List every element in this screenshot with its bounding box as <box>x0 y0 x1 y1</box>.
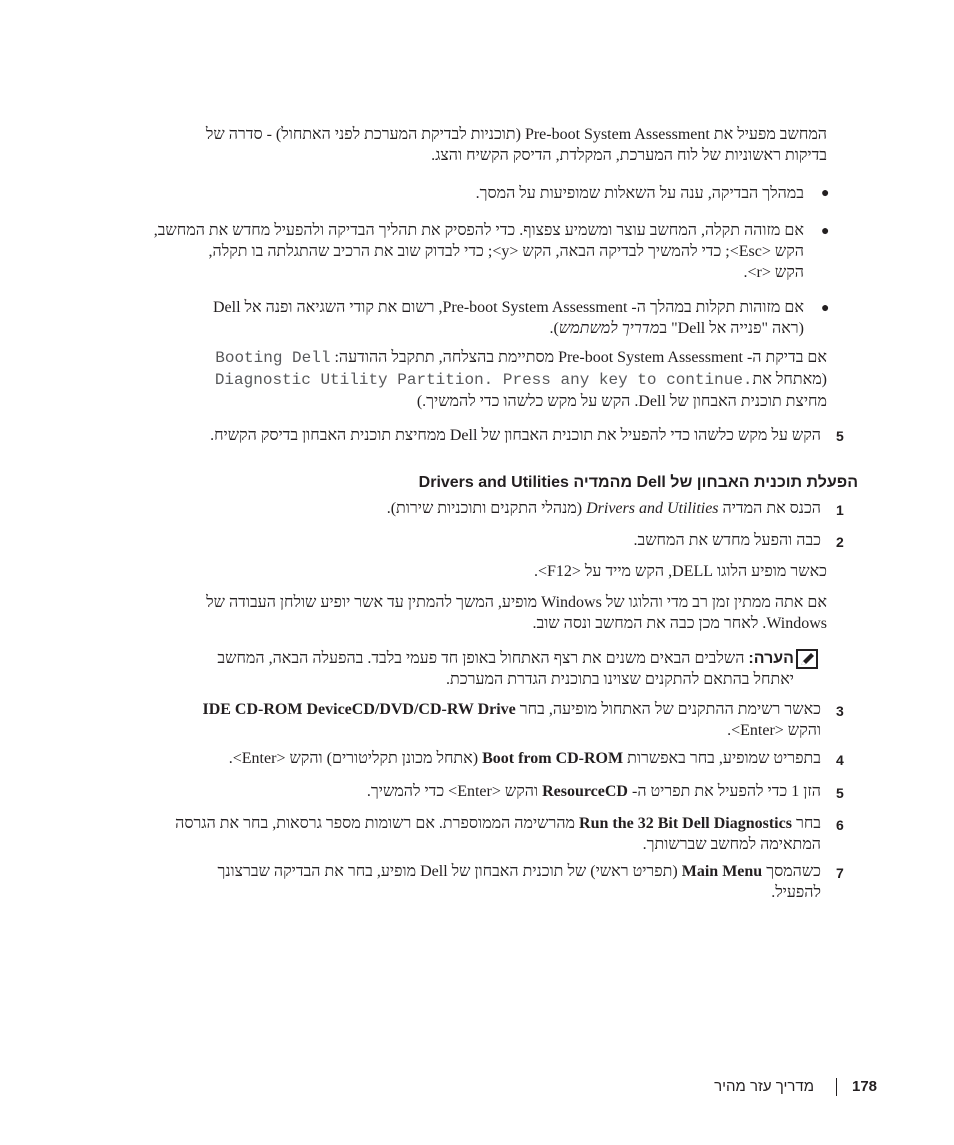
step-7-line-2: להפעיל. <box>771 884 821 901</box>
step-6-line-2: המתאימה למחשב שברשותך. <box>642 836 821 853</box>
main-menu-label: Main Menu <box>681 863 763 880</box>
note-label: הערה: <box>748 650 794 667</box>
step-number: 4 <box>836 752 844 768</box>
drivers-utilities-media: Drivers and Utilities <box>586 500 719 517</box>
bullet-item-2 <box>114 220 804 283</box>
bullet-3-line-2 <box>114 318 804 339</box>
step-4 <box>121 748 821 769</box>
step-5-text: הקש על מקש כלשהו כדי להפעיל את תוכנית האבחון של Dell ממחיצת תוכנית האבחון בדיסק הקשיח. <box>210 427 821 444</box>
step-1-c: (מנהלי התקנים ותוכניות שירות). <box>386 500 587 517</box>
intro-paragraph <box>107 124 827 166</box>
step-5 <box>121 781 821 802</box>
step-2-text: כבה והפעל מחדש את המחשב. <box>633 532 821 549</box>
note-pencil-icon <box>795 648 819 670</box>
step-1-text <box>121 498 821 519</box>
ide-cdrom-option: IDE CD-ROM DeviceCD/DVD/CD-RW Drive <box>202 701 516 718</box>
bullet-item-1 <box>124 183 804 204</box>
step-number: 1 <box>836 502 844 518</box>
note-line-1 <box>114 648 794 669</box>
windows-wait-line-2: Windows. לאחר מכן כבה את המחשב ונסה שוב. <box>532 615 827 632</box>
user-guide-title: מדריך למשתמש <box>558 320 660 337</box>
step-number: 2 <box>836 534 844 550</box>
step-4-c: (אתחל מכונן תקליטורים) והקש <Enter>. <box>228 750 483 767</box>
step-2-paragraph-2 <box>107 592 827 634</box>
step-1 <box>121 498 821 519</box>
bullet-3-line-2-c: ). <box>549 320 559 337</box>
step-2 <box>121 530 821 551</box>
step-5-resource-text <box>121 781 821 802</box>
success-line-1 <box>107 347 827 369</box>
step-number: 6 <box>836 817 844 833</box>
step-4-a: בתפריט שמופיע, בחר באפשרות <box>623 750 821 767</box>
windows-wait-line-1: אם אתה ממתין זמן רב מדי והלוגו של Windows מופיע, המשך להמתין עד אשר יופיע שולחן העבודה של <box>206 594 827 611</box>
step-6-c: מהרשימה הממוספרת. אם רשומות מספר גרסאות, בחר את הגרסה <box>175 815 580 832</box>
step-6-line-1 <box>91 813 821 834</box>
success-line-2-text: (מאתחל את <box>752 371 827 388</box>
success-line-2 <box>107 369 827 391</box>
bullet-item-3 <box>114 297 804 339</box>
booting-message-part-2: Diagnostic Utility Partition. Press any key to continue. <box>214 371 753 389</box>
step-1-a: הכנס את המדיה <box>718 500 821 517</box>
boot-from-cdrom-option: Boot from CD-ROM <box>482 750 624 767</box>
bullet-dot-icon: ● <box>821 186 830 201</box>
step-3-a: כאשר רשימת ההתקנים של האתחול מופיעה, בחר <box>515 701 821 718</box>
step-3-line-1 <box>101 699 821 720</box>
bullet-dot-icon: ● <box>821 224 830 239</box>
step-number: 7 <box>836 865 844 881</box>
intro-line-2: בדיקות ראשוניות של לוח המערכת, המקלדת, הדיסק הקשיח והצג. <box>431 147 827 164</box>
run-32bit-diagnostics-option: Run the 32 Bit Dell Diagnostics <box>579 815 792 832</box>
bullet-2-line-1: אם מזוהה תקלה, המחשב עוצר ומשמיע צפצוף. כדי להפסיק את תהליך הבדיקה ולהפעיל מחדש את המחשב, <box>153 222 804 239</box>
bullet-2-line-3: הקש <r>. <box>743 264 804 281</box>
step-6 <box>91 813 821 855</box>
resourcecd-option: ResourceCD <box>542 783 628 800</box>
step-7-a: כשהמסך <box>762 863 821 880</box>
step-number: 5 <box>836 428 844 444</box>
booting-message-part-1: Booting Dell <box>215 349 331 367</box>
step-number: 5 <box>836 785 844 801</box>
step-3 <box>101 699 821 741</box>
step-4-text <box>121 748 821 769</box>
note-block <box>114 648 794 690</box>
step-5-hard-drive <box>121 425 821 446</box>
step-5-a: הזן 1 כדי להפעיל את תפריט ה- <box>627 783 821 800</box>
section-heading: הפעלת תוכנית האבחון של Dell מהמדיה Drivers and Utilities <box>418 474 858 491</box>
bullet-3-line-1: אם מזוהות תקלות במהלך ה- Pre-boot System Assessment, רשום את קודי השגיאה ופנה אל Dell <box>213 299 804 316</box>
footer-title: מדריך עזר מהיר <box>714 1078 814 1095</box>
step-7-line-1 <box>111 861 821 882</box>
bullet-1-text: במהלך הבדיקה, ענה על השאלות שמופיעות על המסך. <box>475 185 804 202</box>
success-line-1-text: אם בדיקת ה- Pre-boot System Assessment מסתיימת בהצלחה, תתקבל ההודעה: <box>334 349 827 366</box>
step-6-a: בחר <box>791 815 821 832</box>
success-paragraph <box>107 347 827 412</box>
intro-line-1: המחשב מפעיל את Pre-boot System Assessment (תוכניות לבדיקת המערכת לפני האתחול) - סדרה של <box>205 126 827 143</box>
step-5-c: והקש <Enter> כדי להמשיך. <box>366 783 543 800</box>
bullet-3-line-2-a: (ראה "פנייה אל Dell" ב <box>659 320 804 337</box>
dell-logo-instruction: כאשר מופיע הלוגו DELL, הקש מייד על <F12>. <box>533 563 827 580</box>
note-line-1-text: השלבים הבאים משנים את רצף האתחול באופן חד פעמי בלבד. בהפעלה הבאה, המחשב <box>217 650 749 667</box>
step-7-c: (תפריט ראשי) של תוכנית האבחון של Dell מופיע, בחר את הבדיקה שברצונך <box>217 863 682 880</box>
success-line-3: מחיצת תוכנית האבחון של Dell. הקש על מקש כלשהו כדי להמשיך.) <box>416 393 827 410</box>
note-line-2: יאתחל בהתאם להתקנים שצוינו בתוכנית הגדרת המערכת. <box>446 671 794 688</box>
bullet-2-line-2: הקש <Esc>; כדי להמשיך לבדיקה הבאה, הקש <y>; כדי לבדוק שוב את הרכיב שהתגלתה בו תקלה, <box>208 243 804 260</box>
step-2-paragraph-1 <box>117 561 827 582</box>
step-3-line-2: והקש <Enter>. <box>727 722 821 739</box>
bullet-dot-icon: ● <box>821 301 830 316</box>
step-number: 3 <box>836 703 844 719</box>
footer-divider <box>836 1078 837 1096</box>
page-number: 178 <box>852 1078 878 1095</box>
step-7 <box>111 861 821 903</box>
